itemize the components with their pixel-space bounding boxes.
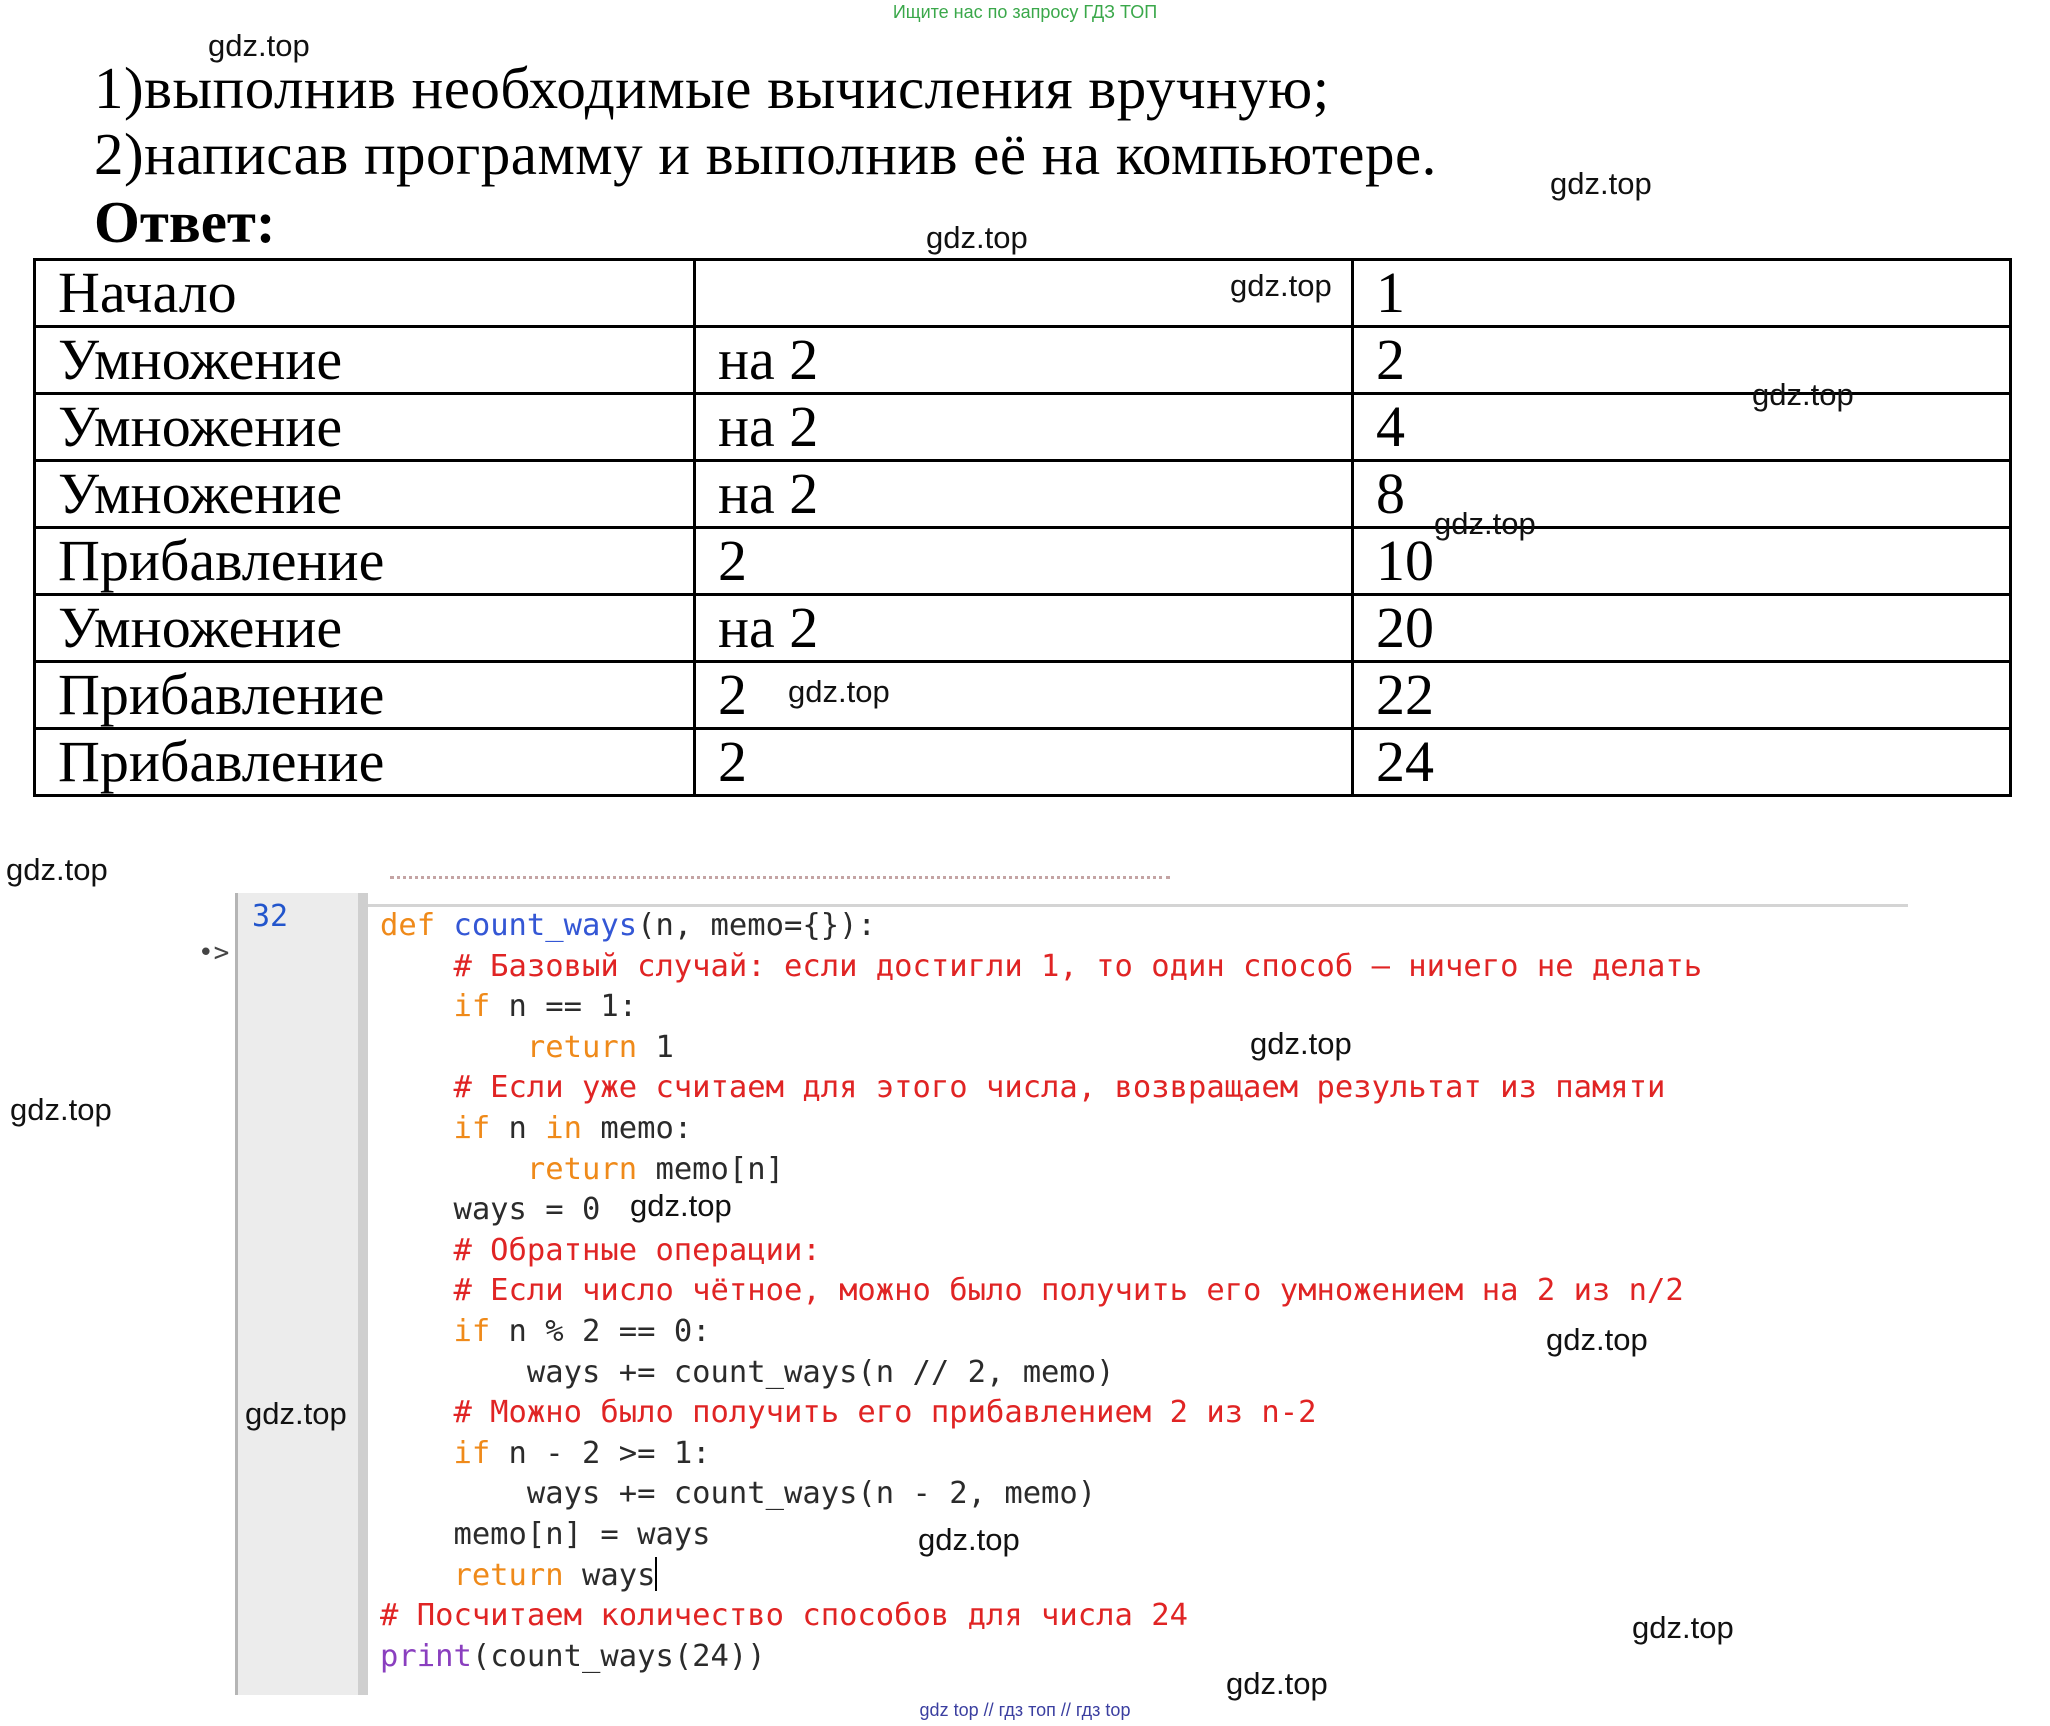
code-line: def count_ways(n, memo={}): (380, 908, 876, 943)
table-cell-operation: Прибавление (35, 729, 695, 796)
current-line-arrow-icon: •> (198, 938, 230, 968)
table-cell-operation: Умножение (35, 595, 695, 662)
watermark: gdz.top (6, 852, 108, 887)
code-line: if n == 1: (453, 989, 638, 1025)
table-cell-operation: Прибавление (35, 528, 695, 595)
code-line: # Если уже считаем для этого числа, возвращаем результат из памяти (453, 1070, 1666, 1106)
table-cell-operand: на 2 (695, 595, 1353, 662)
code-line: return 1 (526, 1029, 674, 1065)
table-cell-operation: Прибавление (35, 662, 695, 729)
table-cell-operand: 2 (695, 729, 1353, 796)
code-line: ways += count_ways(n // 2, memo) (380, 1354, 1115, 1390)
watermark: gdz.top (208, 28, 310, 63)
table-cell-result: 8 (1353, 461, 2011, 528)
table-cell-result: 1 (1353, 260, 2011, 327)
line-number: 32 (252, 899, 289, 934)
watermark: gdz.top (918, 1522, 1020, 1557)
table-cell-result: 20 (1353, 595, 2011, 662)
table-cell-operation: Умножение (35, 461, 695, 528)
table-cell-result: 4 (1353, 394, 2011, 461)
code-line: # Базовый случай: если достигли 1, то один способ — ничего не делать (453, 948, 1703, 984)
clipped-code-line (390, 876, 1170, 887)
task-line-2: 2)написав программу и выполнив её на компьютере. (94, 121, 1437, 187)
code-line: memo[n] = ways (380, 1516, 711, 1552)
watermark: gdz.top (1752, 377, 1854, 412)
table-cell-operation: Начало (35, 260, 695, 327)
watermark: gdz.top (1250, 1026, 1352, 1061)
code-line: return ways (453, 1557, 656, 1593)
table-row (35, 394, 2011, 461)
watermark: gdz.top (1226, 1666, 1328, 1701)
watermark: gdz.top (788, 674, 890, 709)
code-line: print(count_ways(24)) (380, 1638, 766, 1674)
table-cell-operand: на 2 (695, 327, 1353, 394)
code-line: # Обратные операции: (453, 1232, 821, 1268)
table-cell-operand: 2 (695, 528, 1353, 595)
table-cell-operand: на 2 (695, 461, 1353, 528)
table-row (35, 729, 2011, 796)
task-line-1: 1)выполнив необходимые вычисления вручную; (94, 55, 1330, 121)
table-row (35, 595, 2011, 662)
watermark: gdz.top (10, 1092, 112, 1127)
watermark: gdz.top (630, 1188, 732, 1223)
code-line: ways += count_ways(n - 2, memo) (380, 1476, 1097, 1512)
code-line: ways = 0 (380, 1192, 601, 1228)
table-cell-result: 2 (1353, 327, 2011, 394)
text-cursor (655, 1557, 657, 1591)
code-line: # Посчитаем количество способов для числа 24 (380, 1598, 1188, 1634)
watermark: gdz.top (926, 220, 1028, 255)
table-cell-operation: Умножение (35, 327, 695, 394)
table-cell-result: 22 (1353, 662, 2011, 729)
watermark: gdz.top (1632, 1610, 1734, 1645)
table-row (35, 327, 2011, 394)
table-row (35, 528, 2011, 595)
table-cell-result: 24 (1353, 729, 2011, 796)
table-cell-operand: на 2 (695, 394, 1353, 461)
answer-table (33, 258, 2012, 797)
watermark: gdz.top (1230, 268, 1332, 303)
table-row (35, 461, 2011, 528)
watermark: gdz.top (1546, 1322, 1648, 1357)
table-row (35, 662, 2011, 729)
bottom-banner: gdz top // гдз топ // гдз top (919, 1700, 1131, 1720)
table-cell-operation: Умножение (35, 394, 695, 461)
watermark: gdz.top (245, 1396, 347, 1431)
code-line: # Можно было получить его прибавлением 2 из n-2 (453, 1395, 1317, 1431)
table-row (35, 260, 2011, 327)
watermark: gdz.top (1550, 166, 1652, 201)
table-cell-operand: 2 (695, 662, 1353, 729)
top-banner: Ищите нас по запросу ГДЗ ТОП (892, 2, 1158, 22)
code-line: # Если число чётное, можно было получить его умножением на 2 из n/2 (453, 1273, 1684, 1309)
code-gutter (235, 893, 368, 1695)
code-line: if n - 2 >= 1: (453, 1435, 711, 1471)
table-cell-result: 10 (1353, 528, 2011, 595)
answer-label: Ответ: (94, 189, 276, 255)
code-line: if n % 2 == 0: (453, 1313, 711, 1349)
watermark: gdz.top (1434, 506, 1536, 541)
code-line: return memo[n] (526, 1151, 784, 1187)
code-block[interactable] (380, 906, 1702, 1677)
code-line: if n in memo: (453, 1110, 693, 1146)
